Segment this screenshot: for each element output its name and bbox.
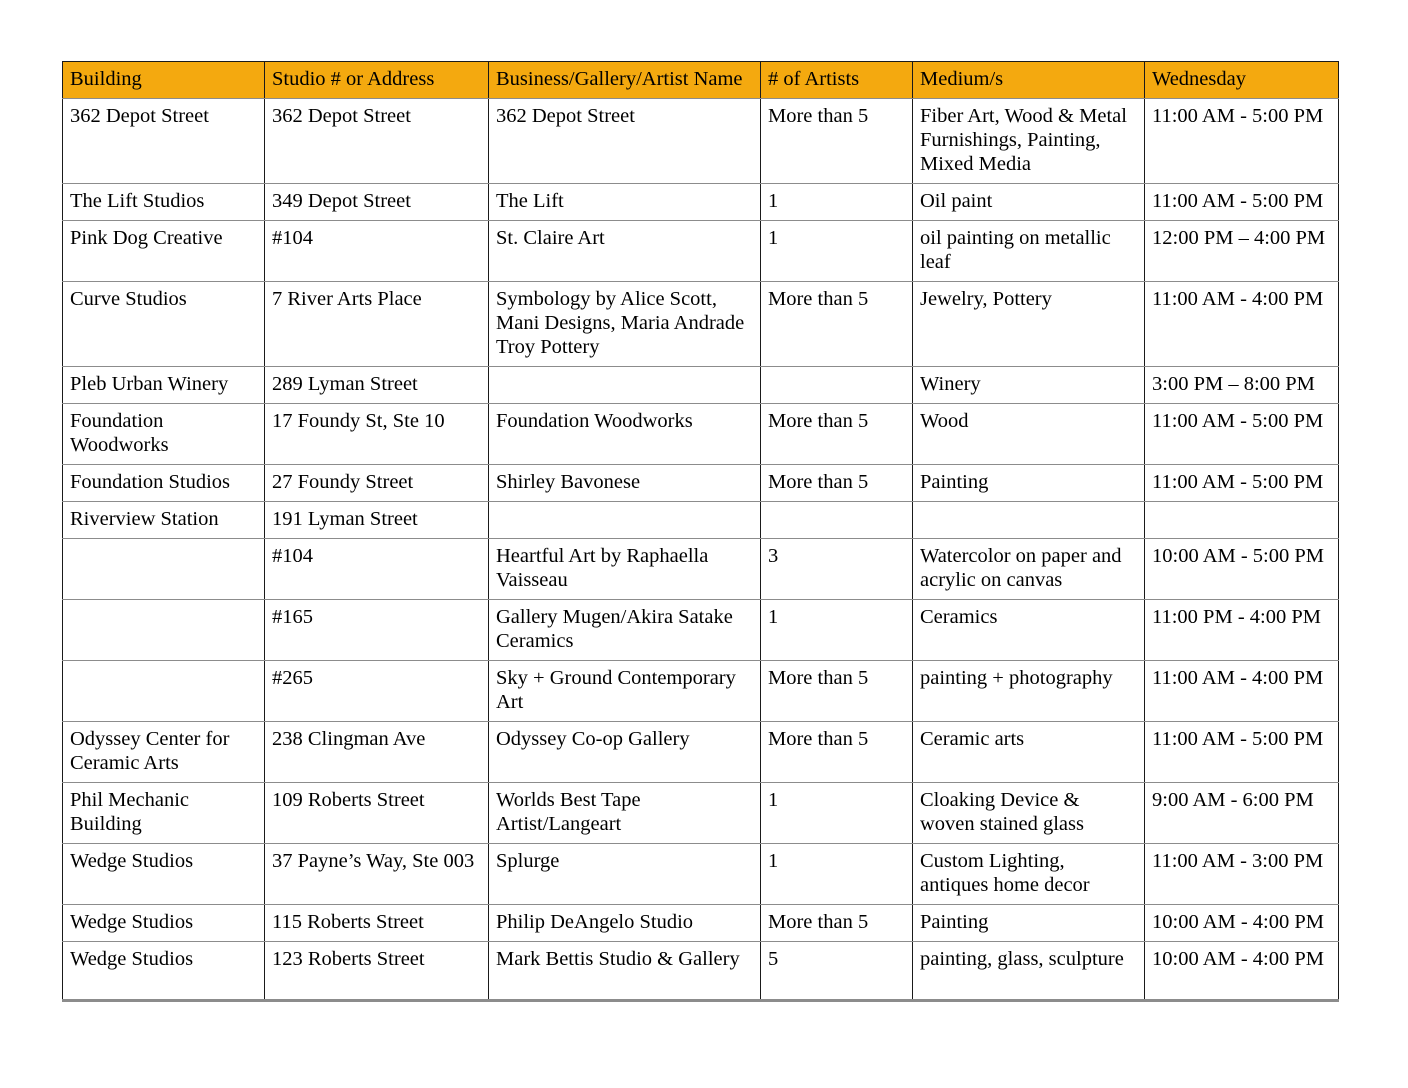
column-header-medium: Medium/s [913,62,1145,99]
cell-artists: 5 [761,941,913,1000]
table-row [63,98,1339,183]
cell-wednesday-hours: 10:00 AM - 5:00 PM [1145,538,1339,599]
cell-medium: Winery [913,366,1145,403]
cell-business-name: Foundation Woodworks [489,403,761,464]
cell-studio: 123 Roberts Street [265,941,489,1000]
table-header-row [63,62,1339,99]
table-header [63,62,1339,99]
cell-artists [761,366,913,403]
cell-wednesday-hours: 9:00 AM - 6:00 PM [1145,782,1339,843]
cell-wednesday-hours: 11:00 AM - 5:00 PM [1145,403,1339,464]
cell-artists: More than 5 [761,403,913,464]
table-row [63,403,1339,464]
cell-building-name: Curve Studios [63,281,265,366]
table-row [63,843,1339,904]
cell-building-name: Wedge Studios [63,843,265,904]
column-header-artists: # of Artists [761,62,913,99]
cell-artists: More than 5 [761,98,913,183]
cell-building-name: Phil Mechanic Building [63,782,265,843]
cell-building-name: Odyssey Center for Ceramic Arts [63,721,265,782]
cell-studio: 115 Roberts Street [265,904,489,941]
cell-building-name: Pleb Urban Winery [63,366,265,403]
cell-building-name [63,660,265,721]
cell-studio: #265 [265,660,489,721]
cell-business-name: The Lift [489,183,761,220]
cell-studio: 37 Payne’s Way, Ste 003 [265,843,489,904]
cell-medium: Painting [913,464,1145,501]
cell-business-name: Sky + Ground Contemporary Art [489,660,761,721]
cell-business-name: 362 Depot Street [489,98,761,183]
cell-studio: #104 [265,220,489,281]
cell-wednesday-hours: 11:00 AM - 5:00 PM [1145,183,1339,220]
cell-business-name: Symbology by Alice Scott, Mani Designs, Maria Andrade Troy Pottery [489,281,761,366]
table-row [63,464,1339,501]
cell-medium: Ceramics [913,599,1145,660]
cell-wednesday-hours: 11:00 AM - 4:00 PM [1145,660,1339,721]
cell-medium [913,501,1145,538]
cell-studio: 289 Lyman Street [265,366,489,403]
cell-medium: Jewelry, Pottery [913,281,1145,366]
table-row [63,941,1339,1000]
cell-artists: More than 5 [761,660,913,721]
table-row [63,721,1339,782]
cell-wednesday-hours: 10:00 AM - 4:00 PM [1145,904,1339,941]
cell-business-name: Gallery Mugen/Akira Satake Ceramics [489,599,761,660]
cell-business-name [489,366,761,403]
cell-artists: 1 [761,220,913,281]
cell-building-name [63,599,265,660]
cell-studio: #165 [265,599,489,660]
table-body [63,98,1339,1000]
cell-studio: 349 Depot Street [265,183,489,220]
cell-artists: 1 [761,183,913,220]
cell-wednesday-hours: 3:00 PM – 8:00 PM [1145,366,1339,403]
cell-medium: painting, glass, sculpture [913,941,1145,1000]
cell-artists: More than 5 [761,281,913,366]
cell-wednesday-hours: 11:00 AM - 4:00 PM [1145,281,1339,366]
cell-medium: Custom Lighting, antiques home decor [913,843,1145,904]
cell-studio: #104 [265,538,489,599]
table-row [63,782,1339,843]
cell-business-name: Heartful Art by Raphaella Vaisseau [489,538,761,599]
cell-artists: 3 [761,538,913,599]
cell-artists: 1 [761,599,913,660]
cell-building-name: Wedge Studios [63,904,265,941]
column-header-business: Business/Gallery/Artist Name [489,62,761,99]
table-row [63,220,1339,281]
cell-building-name: Riverview Station [63,501,265,538]
table-row [63,660,1339,721]
cell-business-name: Splurge [489,843,761,904]
cell-wednesday-hours: 11:00 AM - 5:00 PM [1145,721,1339,782]
cell-studio: 7 River Arts Place [265,281,489,366]
cell-business-name: Philip DeAngelo Studio [489,904,761,941]
cell-studio: 238 Clingman Ave [265,721,489,782]
column-header-studio: Studio # or Address [265,62,489,99]
table-row [63,183,1339,220]
column-header-building: Building [63,62,265,99]
cell-wednesday-hours: 12:00 PM – 4:00 PM [1145,220,1339,281]
cell-artists: 1 [761,782,913,843]
cell-wednesday-hours [1145,501,1339,538]
cell-business-name [489,501,761,538]
cell-artists: More than 5 [761,721,913,782]
cell-business-name: Shirley Bavonese [489,464,761,501]
cell-studio: 17 Foundy St, Ste 10 [265,403,489,464]
cell-building-name: Wedge Studios [63,941,265,1000]
cell-medium: painting + photography [913,660,1145,721]
cell-artists: More than 5 [761,464,913,501]
cell-business-name: Odyssey Co-op Gallery [489,721,761,782]
cell-wednesday-hours: 11:00 PM - 4:00 PM [1145,599,1339,660]
cell-wednesday-hours: 11:00 AM - 3:00 PM [1145,843,1339,904]
cell-medium: Watercolor on paper and acrylic on canvas [913,538,1145,599]
cell-business-name: Worlds Best Tape Artist/Langeart [489,782,761,843]
cell-medium: Cloaking Device & woven stained glass [913,782,1145,843]
table-row [63,281,1339,366]
table-row [63,904,1339,941]
cell-wednesday-hours: 11:00 AM - 5:00 PM [1145,464,1339,501]
cell-wednesday-hours: 11:00 AM - 5:00 PM [1145,98,1339,183]
cell-wednesday-hours: 10:00 AM - 4:00 PM [1145,941,1339,1000]
table-row [63,599,1339,660]
cell-medium: Oil paint [913,183,1145,220]
table-row [63,501,1339,538]
cell-building-name: The Lift Studios [63,183,265,220]
studio-schedule-table [62,61,1339,1002]
cell-medium: Wood [913,403,1145,464]
cell-artists [761,501,913,538]
studio-schedule-table-wrapper [62,61,1338,1002]
cell-building-name: 362 Depot Street [63,98,265,183]
table-row [63,366,1339,403]
cell-studio: 362 Depot Street [265,98,489,183]
cell-building-name: Pink Dog Creative [63,220,265,281]
cell-artists: More than 5 [761,904,913,941]
cell-medium: oil painting on metallic leaf [913,220,1145,281]
cell-business-name: Mark Bettis Studio & Gallery [489,941,761,1000]
cell-business-name: St. Claire Art [489,220,761,281]
cell-building-name: Foundation Woodworks [63,403,265,464]
cell-medium: Fiber Art, Wood & Metal Furnishings, Painting, Mixed Media [913,98,1145,183]
cell-studio: 109 Roberts Street [265,782,489,843]
cell-building-name [63,538,265,599]
cell-building-name: Foundation Studios [63,464,265,501]
column-header-wednesday: Wednesday [1145,62,1339,99]
cell-artists: 1 [761,843,913,904]
cell-medium: Painting [913,904,1145,941]
table-row [63,538,1339,599]
cell-studio: 27 Foundy Street [265,464,489,501]
cell-medium: Ceramic arts [913,721,1145,782]
cell-studio: 191 Lyman Street [265,501,489,538]
